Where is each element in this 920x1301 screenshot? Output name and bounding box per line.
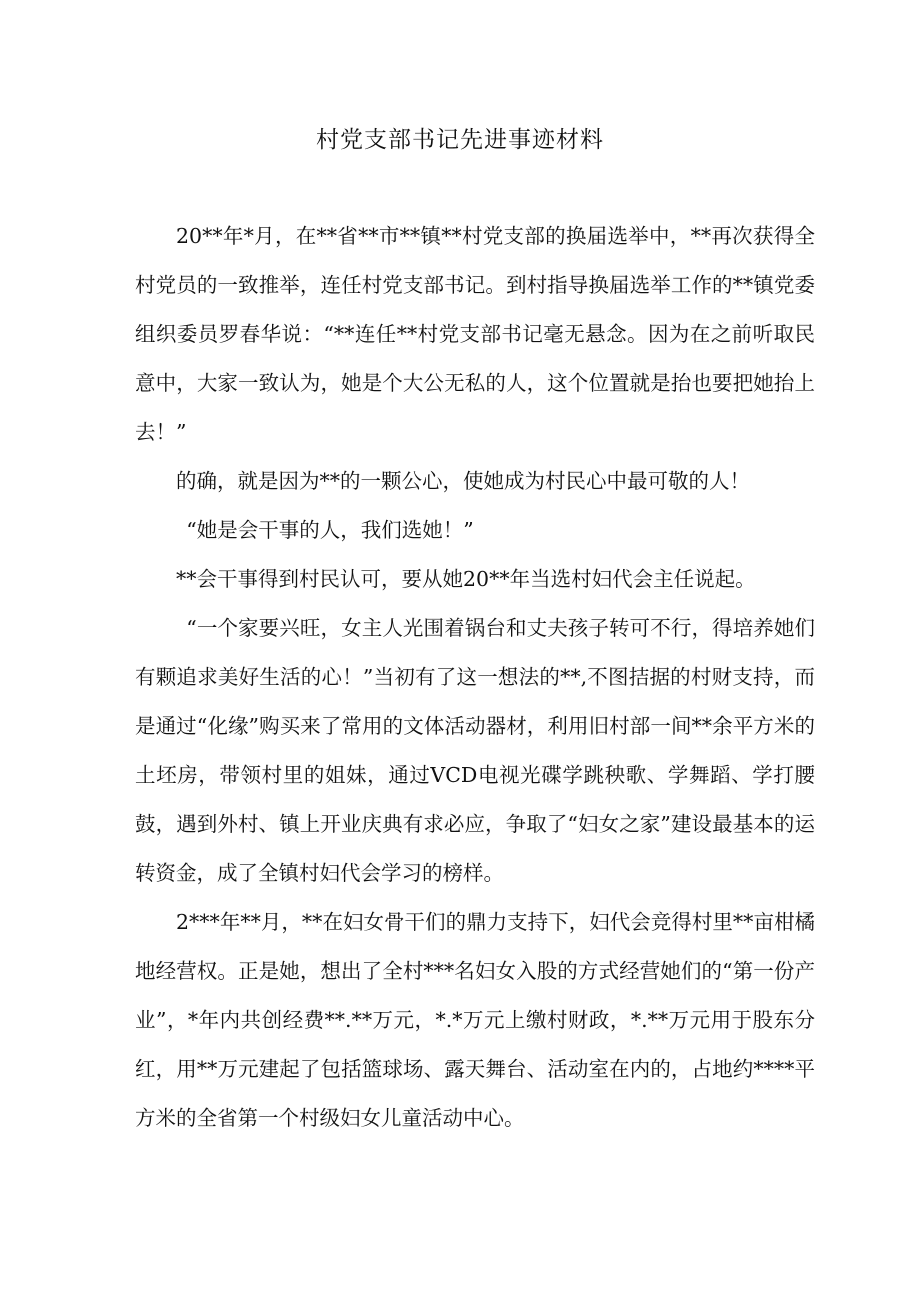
paragraph-family-prosperity: “一个家要兴旺，女主人光围着锅台和丈夫孩子转可不行，得培养她们有颗追求美好生活的心！”当初有了这一想法的**,不图拮据的村财支持，而是通过“化缘”购买来了常用的文体活动器材，利用旧村部一间**余平方米的土坯房，带领村里的姐妹，通过VCD电视光碟学跳秧歌、学舞蹈、学打腰鼓，遇到外村、镇上开业庆典有求必应，争取了“妇女之家”建设最基本的运转资金，成了全镇村妇代会学习的榜样。 bbox=[135, 616, 815, 885]
paragraph-villager-quote: “她是会干事的人，我们选她！” bbox=[186, 518, 474, 542]
paragraph-public-heart: 的确，就是因为**的一颗公心，使她成为村民心中最可敬的人！ bbox=[176, 469, 750, 493]
document-title: 村党支部书记先进事迹材料 bbox=[316, 127, 604, 153]
document-body bbox=[135, 212, 815, 1143]
paragraph-citrus-industry: 2***年**月，**在妇女骨干们的鼎力支持下，妇代会竞得村里**亩柑橘地经营权。正是她，想出了全村***名妇女入股的方式经营她们的“第一份产业”，*年内共创经费**.**万元，*.*万元上缴村财政，*.**万元用于股东分红，用**万元建起了包括篮球场、露天舞台、活动室在内的，占地约****平方米的全省第一个村级妇女儿童活动中心。 bbox=[135, 910, 815, 1130]
paragraph-women-congress: **会干事得到村民认可，要从她20**年当选村妇代会主任说起。 bbox=[176, 567, 756, 591]
paragraph-election: 20**年*月，在**省**市**镇**村党支部的换届选举中，**再次获得全村党员的一致推举，连任村党支部书记。到村指导换届选举工作的**镇党委组织委员罗春华说：“**连任**村党支部书记毫无悬念。因为在之前听取民意中，大家一致认为，她是个大公无私的人，这个位置就是抬也要把她抬上去！” bbox=[135, 224, 815, 444]
